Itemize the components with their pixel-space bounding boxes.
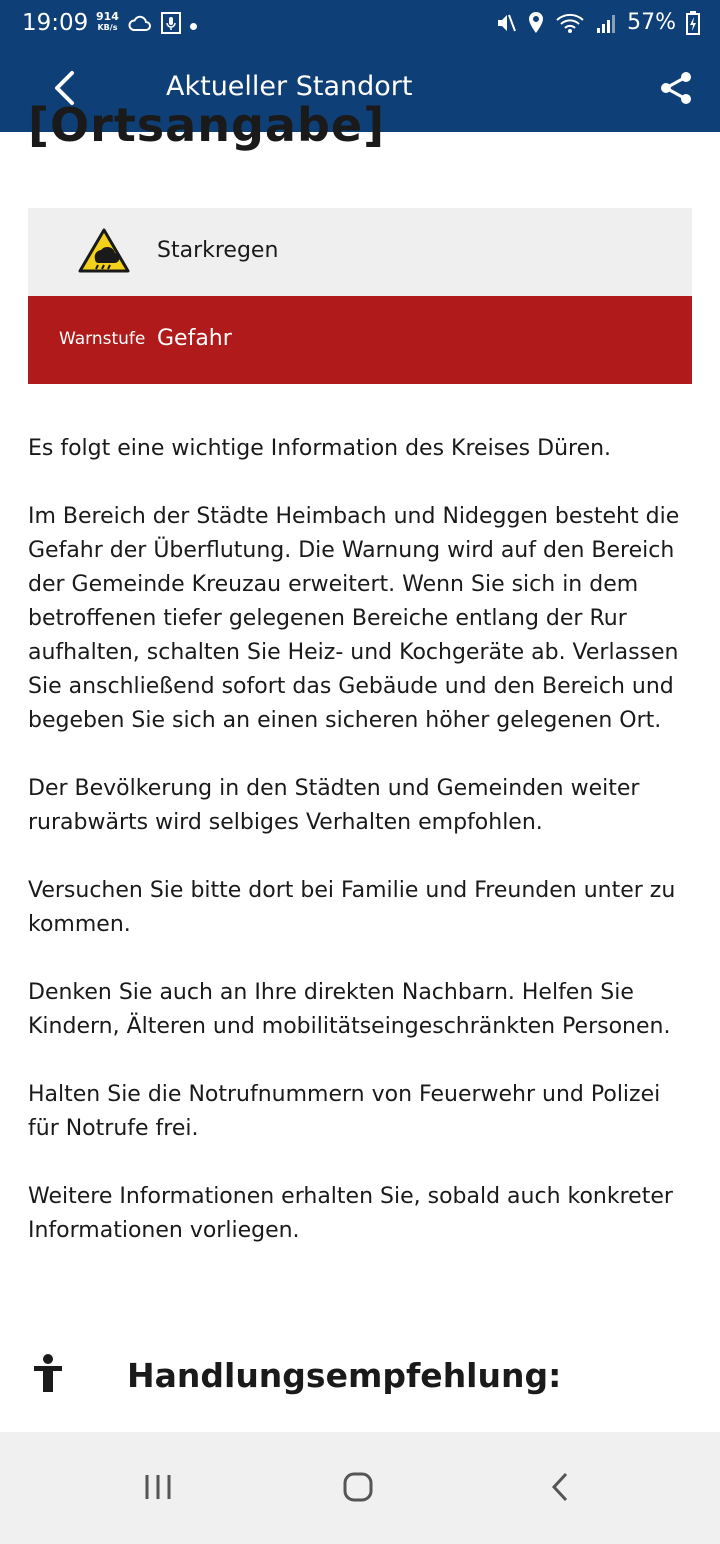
heavy-rain-warning-icon [78,228,130,274]
battery-percentage: 57% [627,10,676,35]
home-button[interactable] [328,1462,388,1512]
recent-apps-icon [143,1473,173,1501]
status-bar [0,0,720,46]
description-paragraph: Halten Sie die Notrufnummern von Feuerwehr und Polizei für Notrufe frei. [28,1082,661,1141]
recommendation-heading: Handlungsempfehlung: [127,1356,562,1395]
network-speed [96,11,119,33]
wifi-icon [555,12,585,34]
cloud-icon [128,13,152,33]
location-heading: [Ortsangabe] [28,98,386,152]
notification-dot-icon [190,23,197,30]
network-speed-value: 914 [96,10,119,23]
description-paragraph: Es folgt eine wichtige Information des Kreises Düren. [28,436,612,461]
description-paragraph: Im Bereich der Städte Heimbach und Nideggen besteht die Gefahr der Überflutung. Die Warnung wird auf den Bereich der Gemeinde Kreuzau erweitert. Wenn Sie sich in dem betroffenen tiefer gelegenen Bereiche entlang der Rur aufhalten, schalten Sie Heiz- und Kochgeräte ab. Verlassen Sie anschließend sofort das Gebäude und den Bereich und begeben Sie sich an einen sicheren höher gelegenen Ort. [28,504,680,733]
person-icon [32,1354,64,1394]
warning-card-header [28,208,692,296]
home-icon [342,1471,374,1503]
recent-apps-button[interactable] [128,1462,188,1512]
warning-level-bar [28,296,692,384]
description-paragraph: Denken Sie auch an Ihre direkten Nachbarn. Helfen Sie Kindern, Älteren und mobilitätseingeschränkten Personen. [28,980,671,1039]
location-icon [527,11,545,35]
status-icons-right [495,10,700,35]
share-button[interactable] [654,66,698,110]
voice-recorder-icon [160,11,182,35]
mute-icon [495,11,517,35]
back-arrow-icon [550,1471,570,1503]
share-icon [658,70,694,106]
warning-level-label: Warnstufe [59,329,146,349]
warning-level-value: Gefahr [157,326,232,351]
network-speed-unit: KB/s [97,23,118,32]
warning-event: Starkregen [157,238,279,263]
description-paragraph: Versuchen Sie bitte dort bei Familie und Freunden unter zu kommen. [28,878,676,937]
signal-icon [595,12,617,34]
status-time: 19:09 [22,10,89,36]
battery-charging-icon [686,11,700,35]
system-back-button[interactable] [530,1462,590,1512]
description-paragraph: Weitere Informationen erhalten Sie, sobald auch konkreter Informationen vorliegen. [28,1184,673,1243]
warning-description [28,432,696,1282]
page-title: Aktueller Standort [166,71,413,102]
warning-detail-content[interactable] [0,98,720,1432]
status-icons-left [128,11,197,35]
system-navigation-bar [0,1432,720,1544]
warning-card [28,208,692,384]
description-paragraph: Der Bevölkerung in den Städten und Gemeinden weiter rurabwärts wird selbiges Verhalten empfohlen. [28,776,640,835]
